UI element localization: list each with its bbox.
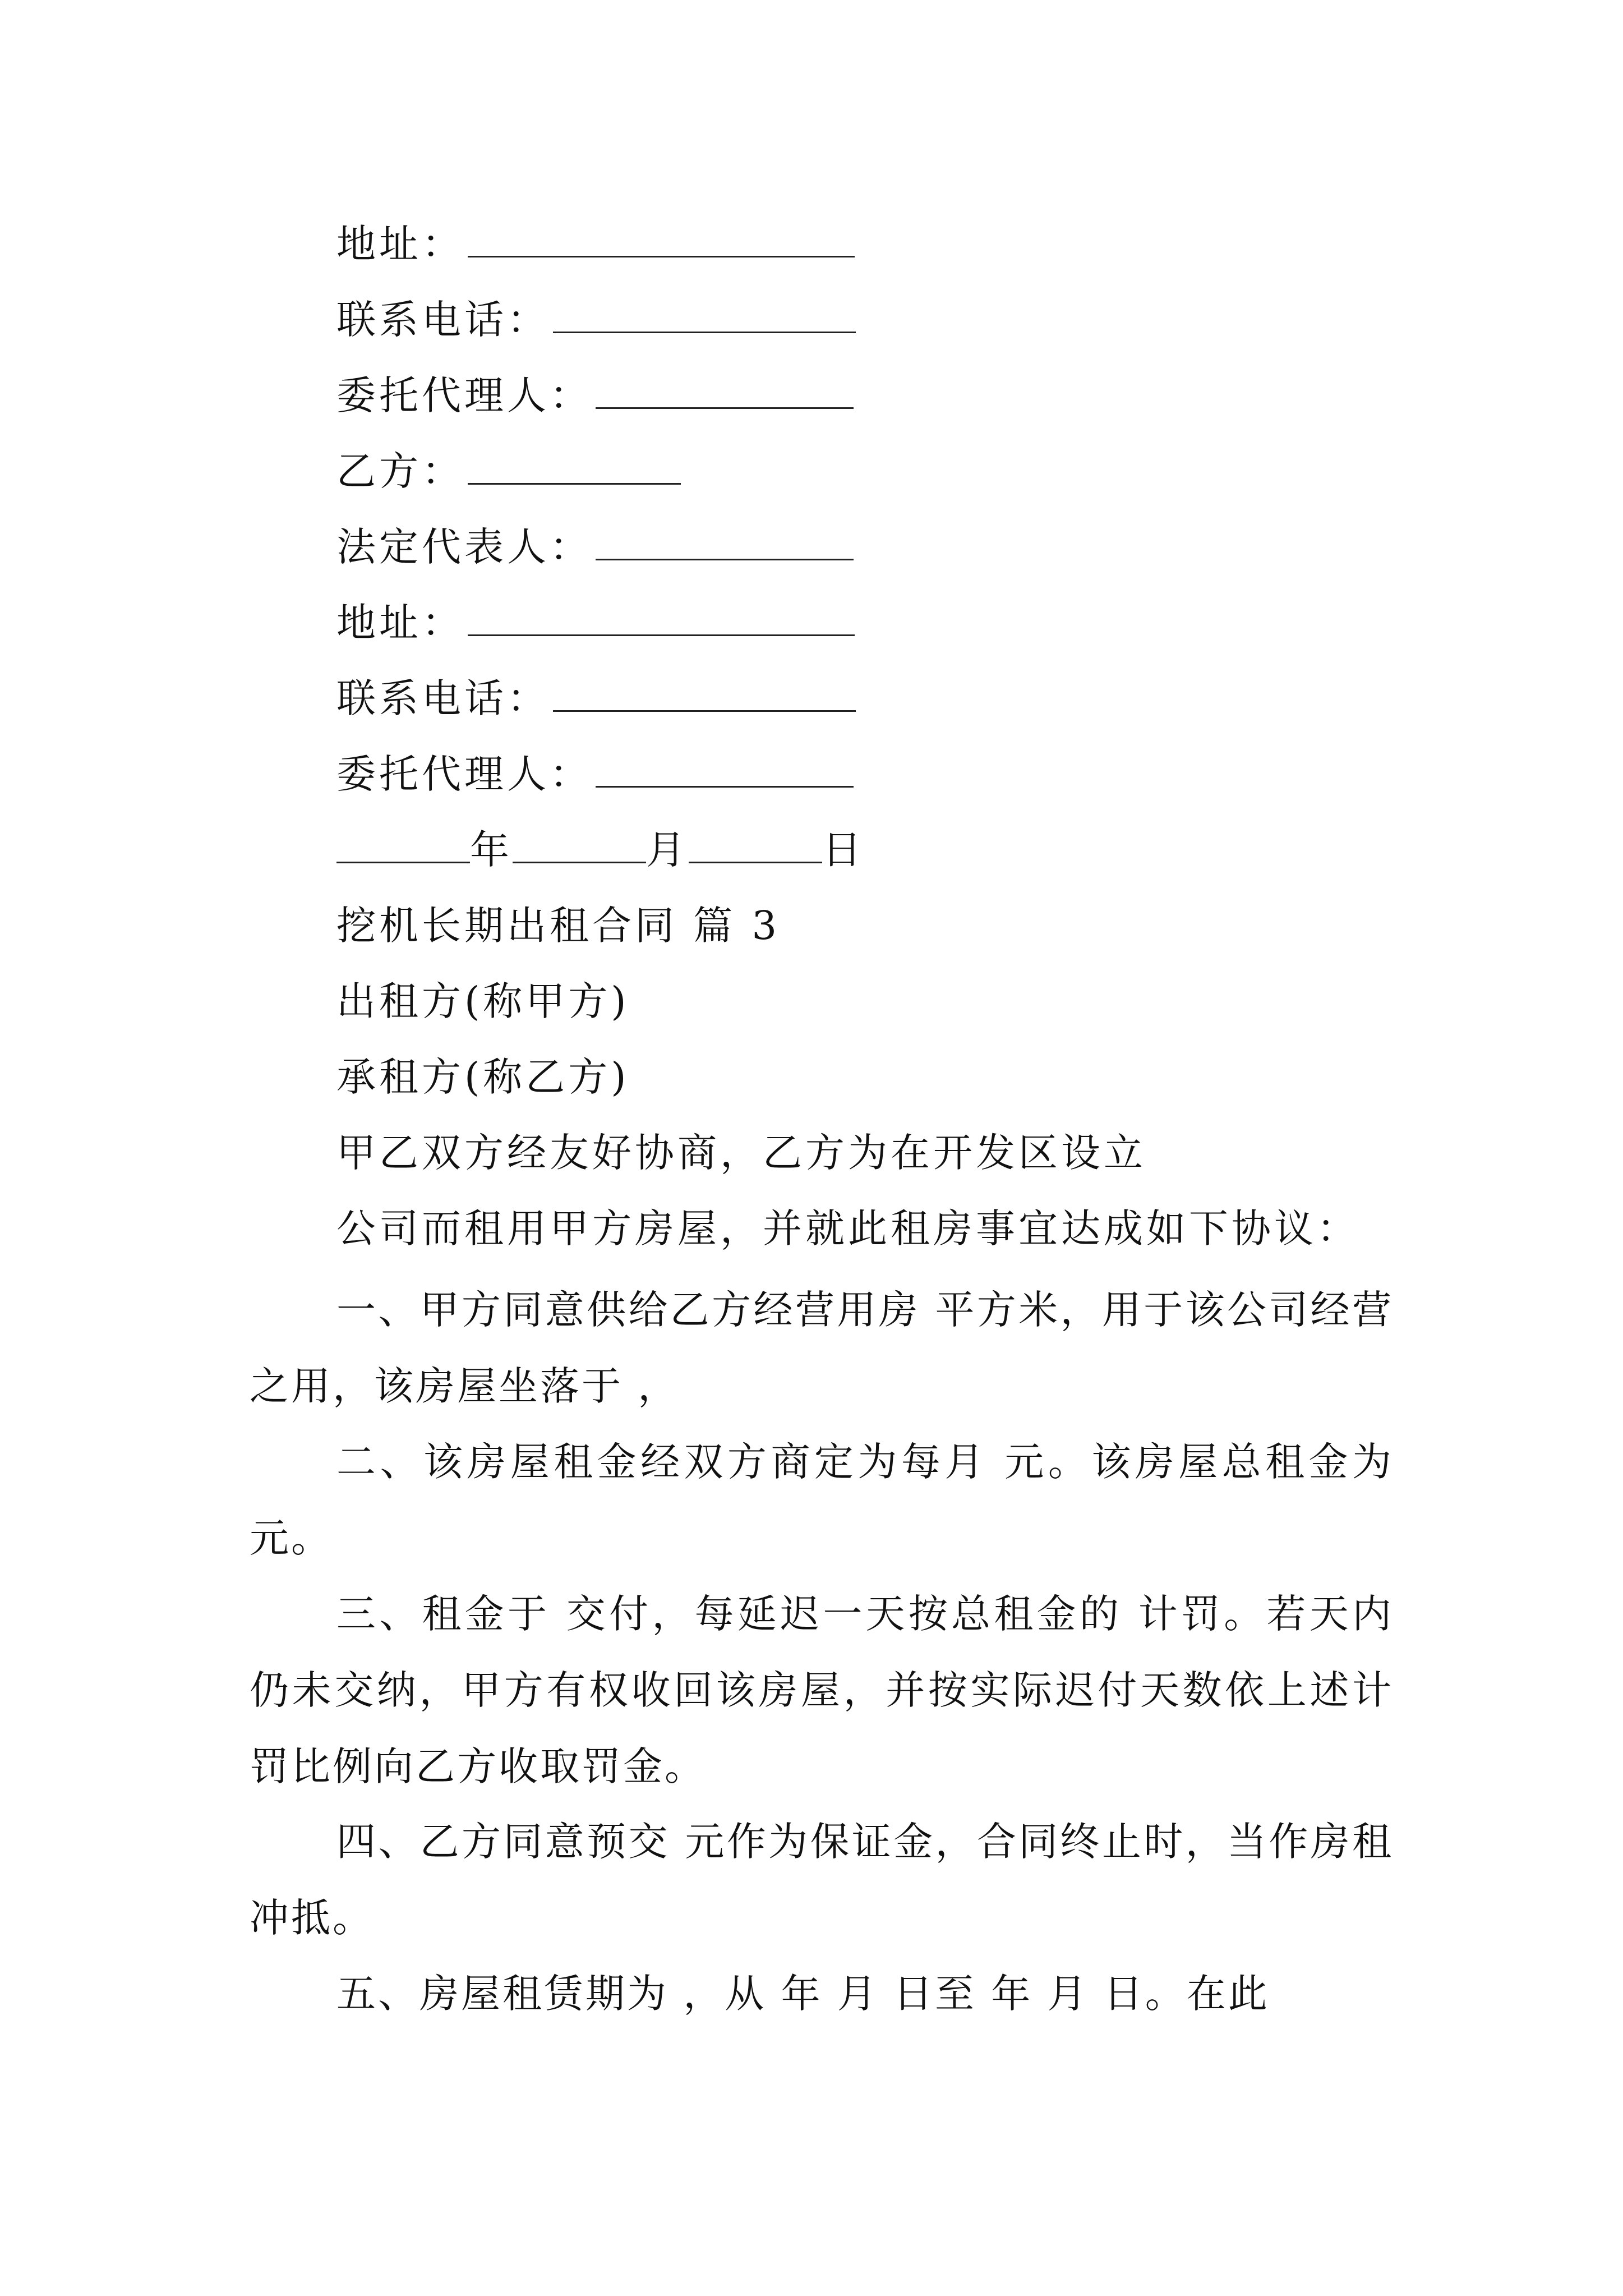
clause-4: 四、乙方同意预交 元作为保证金，合同终止时，当作房租冲抵。 (250, 1819, 1394, 1941)
address-label: 地址： (336, 600, 464, 646)
party-b-agent-row (336, 752, 854, 797)
address-blank (468, 602, 855, 636)
party-a-agent-row (336, 373, 854, 418)
year-blank (336, 829, 470, 863)
month-label: 月 (646, 827, 689, 873)
clause-5: 五、房屋租赁期为 ，从 年 月 日至 年 月 日。在此 (336, 1971, 1270, 2017)
intro-line-2: 公司而租用甲方房屋，并就此租房事宜达成如下协议： (336, 1205, 1359, 1251)
phone-blank (553, 299, 856, 333)
agent-blank (596, 753, 854, 788)
party-b-address-row (336, 600, 855, 645)
party-b-label: 乙方： (336, 448, 464, 494)
agent-blank (596, 375, 854, 409)
rep-label: 法定代表人： (336, 524, 592, 570)
phone-blank (553, 678, 856, 712)
clause-3: 三、租金于 交付，每延迟一天按总租金的 计罚。若天内仍未交纳，甲方有权收回该房屋，并按实际迟付天数依上述计罚比例向乙方收取罚金。 (250, 1591, 1394, 1789)
day-label: 日 (822, 827, 865, 873)
address-blank (468, 223, 855, 257)
agent-label: 委托代理人： (336, 751, 592, 797)
party-b-rep-row (336, 524, 854, 569)
party-a-address-row (336, 222, 855, 266)
clause-1: 一、甲方同意供给乙方经营用房 平方米，用于该公司经营之用，该房屋坐落于 ， (250, 1287, 1394, 1409)
lessor-line: 出租方(称甲方) (336, 978, 630, 1024)
party-a-phone-row (336, 297, 856, 342)
phone-label: 联系电话： (336, 675, 550, 721)
signing-date-row (336, 827, 865, 872)
month-blank (513, 829, 646, 863)
party-b-phone-row (336, 676, 856, 721)
intro-line-1: 甲乙双方经友好协商，乙方为在开发区设立 (336, 1130, 1146, 1176)
contract-title: 挖机长期出租合同 篇 3 (336, 903, 781, 949)
party-b-blank (468, 450, 681, 485)
rep-blank (596, 526, 854, 560)
party-b-name-row (336, 449, 681, 494)
year-label: 年 (470, 827, 513, 873)
address-label: 地址： (336, 221, 464, 267)
agent-label: 委托代理人： (336, 372, 592, 418)
day-blank (689, 829, 822, 863)
clause-2: 二、该房屋租金经双方商定为每月 元。该房屋总租金为 元。 (250, 1439, 1394, 1561)
lessee-line: 承租方(称乙方) (336, 1054, 630, 1100)
phone-label: 联系电话： (336, 297, 550, 343)
